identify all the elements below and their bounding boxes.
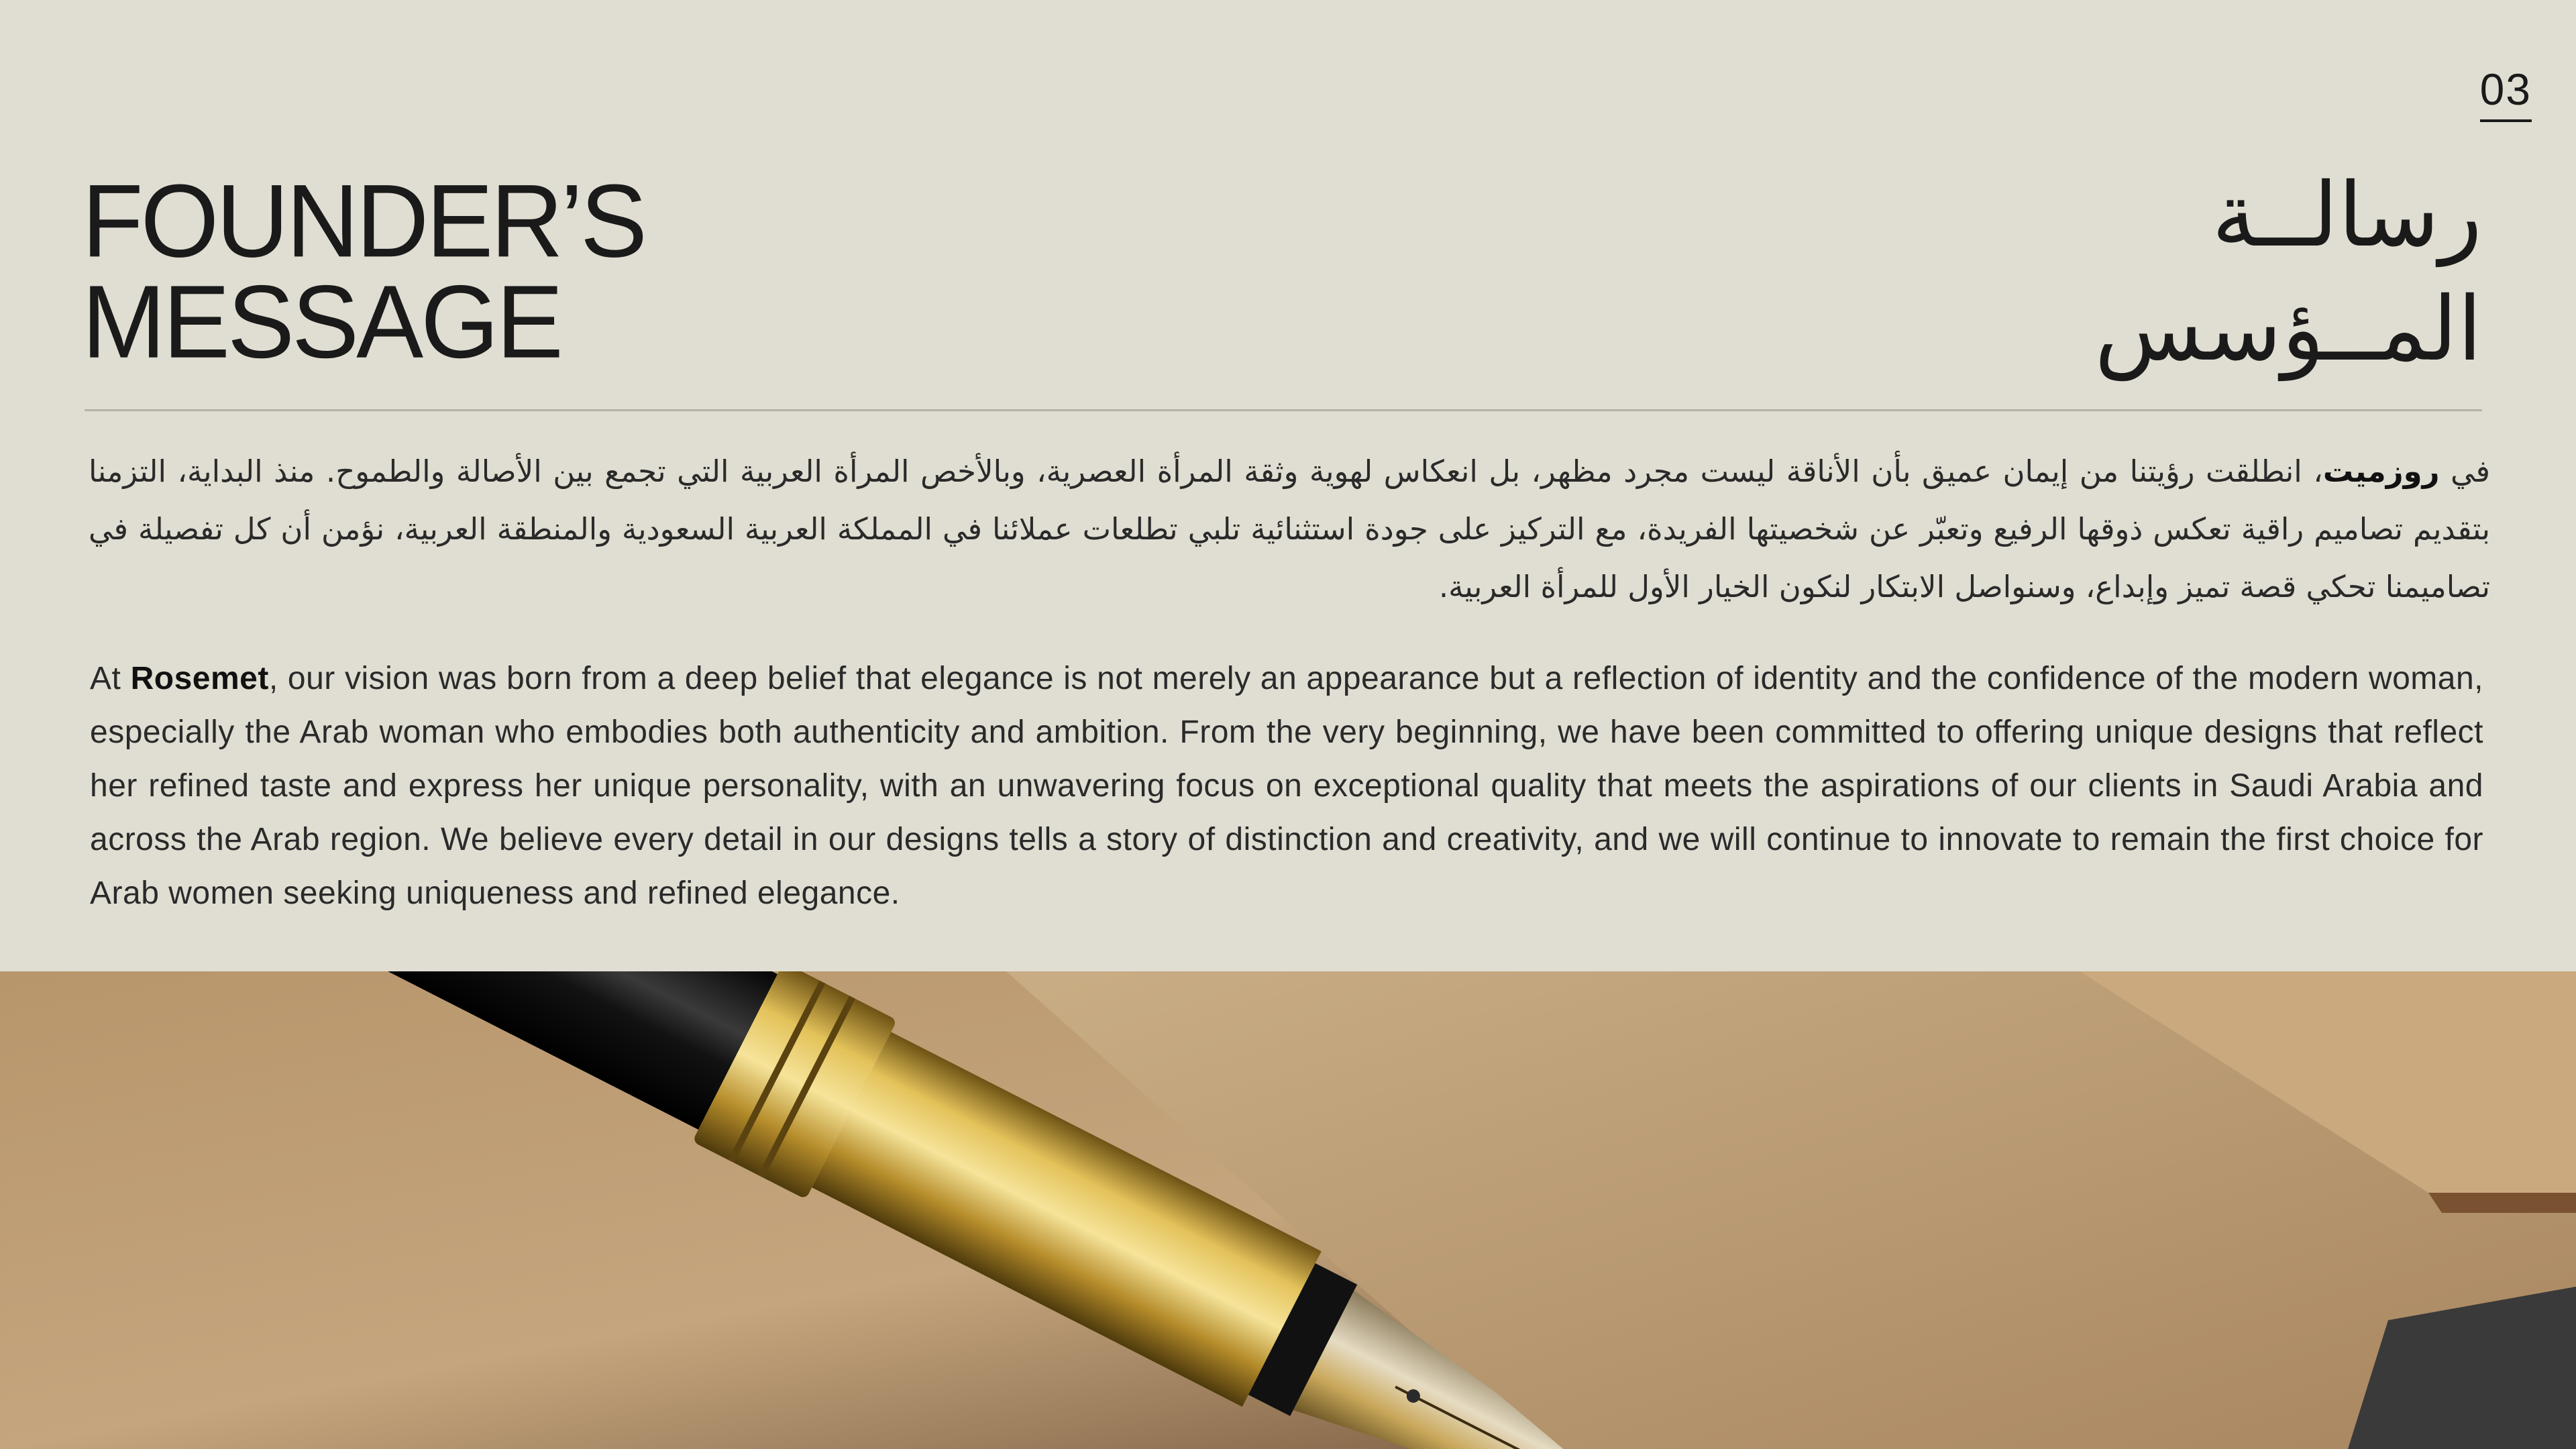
title-en-line1: FOUNDER’S [82, 162, 645, 279]
paragraph-english [90, 652, 2483, 920]
title-ar-line1: رسالــة [2212, 164, 2482, 267]
page-number: 03 [2480, 67, 2532, 122]
brand-name-ar: روزميت [2322, 453, 2440, 489]
fountain-pen-photo [0, 971, 2576, 1449]
para-en-prefix: At [90, 661, 131, 696]
paragraph-arabic [89, 443, 2490, 616]
para-ar-prefix: في [2439, 453, 2490, 489]
brand-name-en: Rosemet [130, 661, 269, 696]
para-ar-text: ، انطلقت رؤيتنا من إيمان عميق بأن الأناقة ليست مجرد مظهر، بل انعكاس لهوية وثقة المرأة العصرية، وبالأخص المرأة العربية التي تجمع بين الأصالة والطموح. منذ البداية، التزمنا بتقديم تصاميم راقية تعكس ذوقها الرفيع وتعبّر عن شخصيتها الفريدة، مع التركيز على جودة استثنائية تلبي تطلعات عملائنا في المملكة العربية السعودية والمنطقة العربية، نؤمن أن كل تفصيلة في تصاميمنا تحكي قصة تميز وإبداع، وسنواصل الابتكار لنكون الخيار الأول للمرأة العربية. [89, 453, 2490, 604]
fountain-pen-illustration [0, 971, 2576, 1449]
title-en-line2: MESSAGE [82, 263, 561, 380]
title-ar-line2: المــؤسس [2094, 278, 2482, 381]
page-title-en [82, 162, 645, 380]
page-title-ar [2094, 158, 2482, 386]
divider [85, 409, 2482, 411]
para-en-text: , our vision was born from a deep belief that elegance is not merely an appearance but a reflection of identity and the confidence of the modern woman, especially the Arab woman who embodies both authenticity and ambition. From the very beginning, we have been committed to offering unique designs that reflect her refined taste and express her unique personality, with an unwavering focus on exceptional quality that meets the aspirations of our clients in Saudi Arabia and across the Arab region. We believe every detail in our designs tells a story of distinction and creativity, and we will continue to innovate to remain the first choice for Arab women seeking uniqueness and refined elegance. [90, 661, 2483, 911]
